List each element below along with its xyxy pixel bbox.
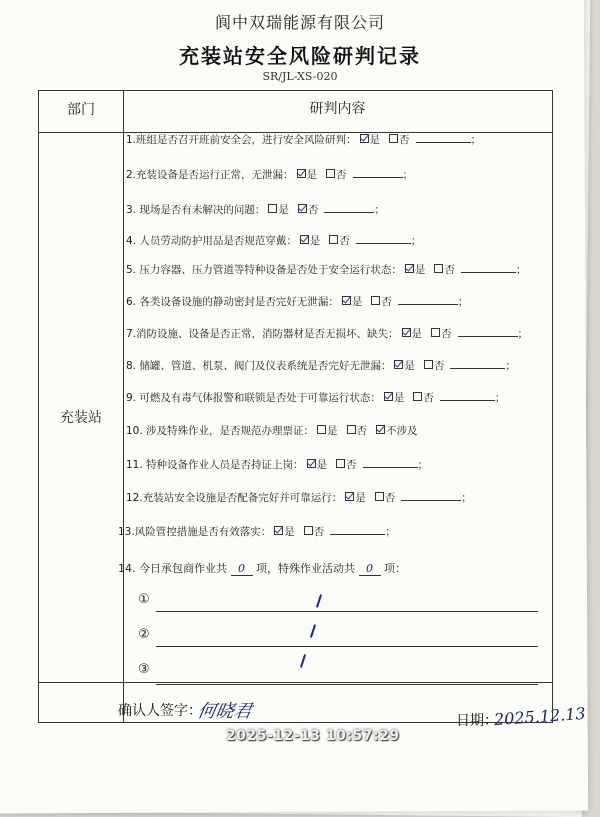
- remark-blank[interactable]: [356, 233, 411, 244]
- item-question: 8. 储罐、管道、机泵、阀门及仪表系统是否完好无泄漏：: [126, 360, 392, 372]
- yes-checkbox[interactable]: [307, 459, 316, 468]
- contractor-count[interactable]: 0: [231, 562, 253, 576]
- yes-label: 是: [327, 425, 338, 437]
- checklist-item-11: [126, 457, 428, 472]
- no-checkbox[interactable]: [347, 425, 356, 434]
- yes-checkbox[interactable]: [394, 360, 403, 369]
- remark-blank[interactable]: [440, 390, 495, 401]
- item-14-text-1: 14. 今日承包商作业共: [118, 562, 227, 575]
- semicolon: ；: [517, 328, 529, 340]
- yes-label: 是: [414, 264, 426, 276]
- item-question: 5. 压力容器、压力管道等特种设备是否处于安全运行状态：: [126, 264, 402, 276]
- remark-blank[interactable]: [324, 202, 374, 213]
- entry-line-2[interactable]: [156, 646, 538, 647]
- no-label: 否: [441, 328, 452, 340]
- remark-blank[interactable]: [458, 326, 518, 337]
- semicolon: ；: [374, 204, 385, 216]
- checklist-item-13: [118, 524, 396, 539]
- semicolon: ；: [515, 264, 527, 276]
- yes-label: 是: [404, 360, 415, 372]
- checklist-item-10: [126, 423, 424, 438]
- no-label: 否: [399, 134, 410, 146]
- yes-checkbox[interactable]: [300, 235, 309, 244]
- checklist-item-9: [126, 390, 505, 405]
- yes-checkbox[interactable]: [297, 169, 306, 178]
- yes-checkbox[interactable]: [274, 526, 283, 535]
- yes-label: 是: [316, 459, 328, 471]
- item-question: 6. 各类设备设施的静动密封是否完好无泄漏：: [126, 296, 339, 308]
- yes-checkbox[interactable]: [317, 425, 326, 434]
- no-label: 否: [423, 392, 434, 404]
- semicolon: ；: [470, 134, 482, 146]
- checklist-item-5: [126, 262, 526, 277]
- yes-label: 是: [393, 392, 405, 404]
- semicolon: ；: [461, 492, 472, 504]
- department-header: 部门: [67, 102, 95, 118]
- checklist-item-8: [126, 358, 516, 373]
- semicolon: ；: [457, 296, 469, 308]
- circle-label-2: ②: [138, 627, 150, 642]
- yes-checkbox[interactable]: [384, 392, 393, 401]
- no-label: 否: [346, 459, 357, 471]
- form-title: 充装站安全风险研判记录: [179, 44, 421, 68]
- no-checkbox[interactable]: [375, 492, 384, 501]
- no-checkbox[interactable]: [371, 296, 380, 305]
- handwritten-date: 2025.12.13: [493, 703, 587, 730]
- remark-blank[interactable]: [398, 294, 458, 305]
- no-label: 否: [339, 235, 350, 247]
- yes-checkbox[interactable]: [345, 492, 354, 501]
- yes-label: 是: [284, 526, 295, 538]
- item-question: 7.消防设施、设备是否正常，消防器材是否无损坏、缺失：: [126, 328, 399, 340]
- no-checkbox[interactable]: [298, 204, 307, 213]
- yes-checkbox[interactable]: [342, 296, 351, 305]
- yes-label: 是: [369, 134, 381, 146]
- assessment-table: [38, 90, 553, 723]
- item-question: 10. 涉及特殊作业，是否规范办理票证：: [126, 425, 315, 437]
- company-name: 阆中双瑞能源有限公司: [214, 13, 385, 32]
- item-question: 11. 特种设备作业人员是否持证上岗：: [126, 459, 304, 471]
- item-question: 13.风险管控措施是否有效落实：: [118, 526, 272, 538]
- entry-line-3[interactable]: [156, 684, 538, 685]
- checklist-item-2: [126, 167, 413, 182]
- no-checkbox[interactable]: [389, 134, 398, 143]
- no-checkbox[interactable]: [431, 328, 440, 337]
- checklist-item-1: [126, 132, 481, 147]
- checklist-item-3: [126, 202, 385, 217]
- yes-label: 是: [411, 328, 423, 340]
- circle-label-1: ①: [138, 592, 150, 607]
- item-question: 1.班组是否召开班前安全会，进行安全风险研判：: [126, 134, 357, 146]
- no-label: 否: [336, 169, 347, 181]
- item-14-text-2: 项，特殊作业活动共: [256, 562, 355, 575]
- remark-blank[interactable]: [416, 132, 471, 143]
- date-label: 日期：: [456, 713, 498, 729]
- yes-label: 是: [355, 492, 366, 504]
- item-question: 4. 人员劳动防护用品是否规范穿戴：: [126, 235, 297, 247]
- no-checkbox[interactable]: [329, 235, 338, 244]
- item-14-text-3: 项：: [384, 562, 406, 575]
- footer-divider: [39, 682, 552, 683]
- confirm-signature-label: 确认人签字：: [118, 703, 202, 719]
- column-divider: [123, 91, 124, 722]
- yes-checkbox[interactable]: [405, 264, 414, 273]
- semicolon: ；: [402, 169, 414, 181]
- special-work-count[interactable]: 0: [359, 562, 381, 576]
- no-label: 否: [433, 360, 445, 372]
- checklist-item-12: [126, 490, 472, 505]
- semicolon: ；: [385, 526, 396, 538]
- yes-checkbox[interactable]: [360, 134, 369, 143]
- remark-blank[interactable]: [461, 262, 516, 273]
- no-checkbox[interactable]: [413, 392, 422, 401]
- handwritten-signature: 何晓君: [195, 701, 254, 722]
- no-label: 否: [444, 264, 455, 276]
- remark-blank[interactable]: [330, 524, 385, 535]
- no-checkbox[interactable]: [424, 360, 433, 369]
- yes-label: 是: [309, 235, 321, 247]
- remark-blank[interactable]: [450, 358, 505, 369]
- no-label: 否: [307, 204, 319, 216]
- content-header: 研判内容: [309, 101, 366, 117]
- item-question: 2.充装设备是否运行正常，无泄漏：: [126, 169, 294, 181]
- remark-blank[interactable]: [363, 457, 418, 468]
- item-question: 3. 现场是否有未解决的问题：: [126, 204, 266, 216]
- not_applicable-checkbox[interactable]: [376, 425, 385, 434]
- entry-line-1[interactable]: [156, 611, 538, 612]
- checklist-item-6: [126, 294, 468, 309]
- no-label: 否: [313, 526, 325, 538]
- yes-label: 是: [278, 204, 289, 216]
- checklist-item-4: [126, 233, 421, 248]
- department-name: 充装站: [60, 410, 102, 426]
- no-checkbox[interactable]: [434, 264, 443, 273]
- circle-label-3: ③: [138, 662, 150, 677]
- no-label: 否: [356, 425, 368, 437]
- semicolon: ；: [410, 235, 422, 247]
- yes-checkbox[interactable]: [268, 204, 277, 213]
- yes-checkbox[interactable]: [402, 328, 411, 337]
- item-14: [118, 560, 406, 576]
- form-code: SR/JL-XS-020: [262, 70, 338, 83]
- semicolon: ；: [417, 459, 429, 471]
- no-checkbox[interactable]: [304, 526, 313, 535]
- no-label: 否: [384, 492, 396, 504]
- no-label: 否: [381, 296, 392, 308]
- remark-blank[interactable]: [401, 490, 461, 501]
- item-question: 9. 可燃及有毒气体报警和联锁是否处于可靠运行状态：: [126, 392, 381, 404]
- photo-timestamp: 2025-12-13 10:57:29: [226, 728, 400, 744]
- not_applicable-label: 不涉及: [386, 425, 418, 437]
- remark-blank[interactable]: [353, 167, 403, 178]
- yes-label: 是: [306, 169, 318, 181]
- item-question: 12.充装站安全设施是否配备完好并可靠运行：: [126, 492, 343, 504]
- semicolon: ；: [505, 360, 516, 372]
- no-checkbox[interactable]: [336, 459, 345, 468]
- checklist-item-7: [126, 326, 528, 341]
- no-checkbox[interactable]: [326, 169, 335, 178]
- semicolon: ；: [494, 392, 506, 404]
- yes-label: 是: [351, 296, 363, 308]
